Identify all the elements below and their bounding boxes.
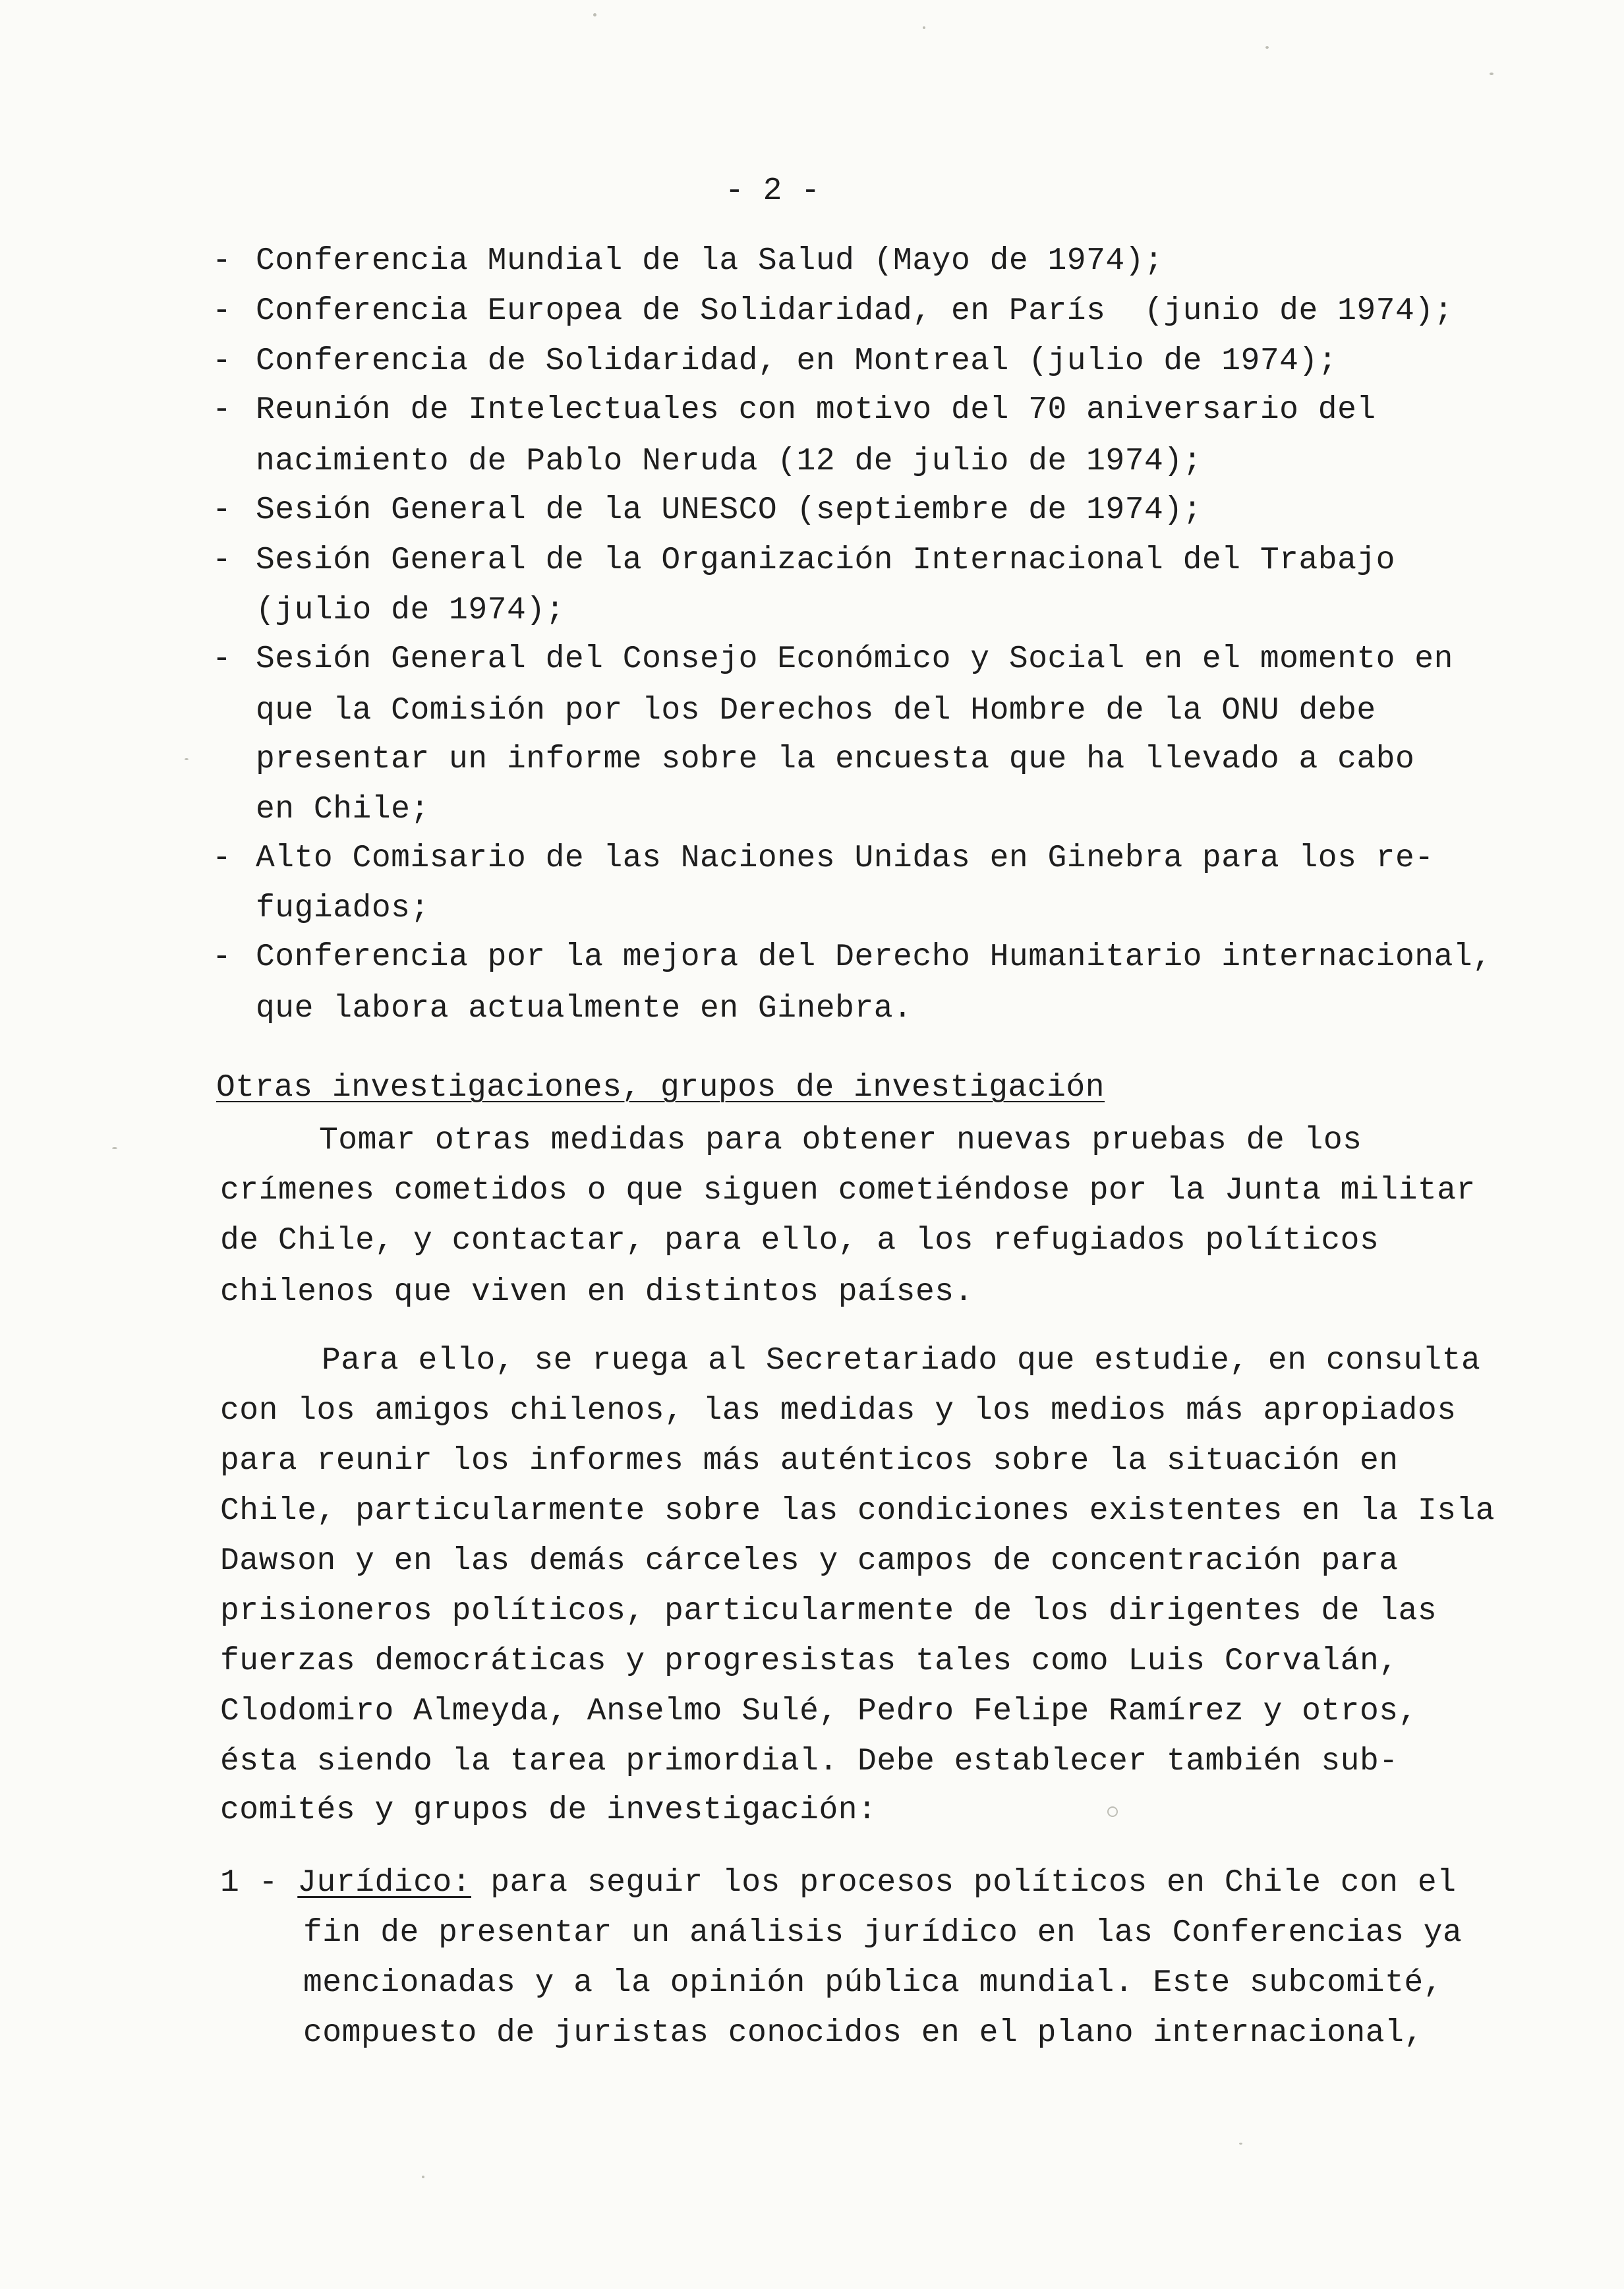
paragraph-line: compuesto de juristas conocidos en el plano internacional, bbox=[303, 2015, 1424, 2051]
bullet-line: Sesión General de la Organización Internacional del Trabajo bbox=[256, 543, 1395, 578]
bullet-line: Reunión de Intelectuales con motivo del 70 aniversario del bbox=[256, 392, 1376, 428]
speck bbox=[1265, 46, 1269, 49]
bullet-dash: - bbox=[212, 543, 231, 578]
paragraph-line: Tomar otras medidas para obtener nuevas pruebas de los bbox=[319, 1123, 1362, 1158]
bullet-dash: - bbox=[212, 243, 231, 279]
speck bbox=[1107, 1806, 1118, 1817]
bullet-dash: - bbox=[212, 293, 231, 329]
page-number: - 2 - bbox=[725, 173, 821, 209]
speck bbox=[1490, 73, 1494, 75]
bullet-line: nacimiento de Pablo Neruda (12 de julio de 1974); bbox=[256, 444, 1202, 479]
speck bbox=[593, 13, 596, 16]
bullet-dash: - bbox=[212, 392, 231, 428]
paragraph-line: crímenes cometidos o que siguen cometiéndose por la Junta militar bbox=[220, 1173, 1476, 1208]
paragraph-line: de Chile, y contactar, para ello, a los refugiados políticos bbox=[220, 1223, 1379, 1259]
paragraph-line: Dawson y en las demás cárceles y campos de concentración para bbox=[220, 1543, 1399, 1579]
paragraph-line: chilenos que viven en distintos países. bbox=[220, 1274, 973, 1310]
bullet-line: que labora actualmente en Ginebra. bbox=[256, 991, 913, 1026]
item-text: para seguir los procesos políticos en Chile con el bbox=[471, 1865, 1457, 1901]
paragraph-line: fin de presentar un análisis jurídico en las Conferencias ya bbox=[303, 1915, 1463, 1951]
bullet-line: Conferencia de Solidaridad, en Montreal (julio de 1974); bbox=[256, 343, 1338, 379]
speck bbox=[1239, 2143, 1242, 2145]
bullet-line: presentar un informe sobre la encuesta que ha llevado a cabo bbox=[256, 742, 1415, 777]
paragraph-line: ésta siendo la tarea primordial. Debe establecer también sub- bbox=[220, 1744, 1399, 1779]
bullet-dash: - bbox=[212, 343, 231, 379]
speck bbox=[422, 2176, 424, 2178]
paragraph-line: Para ello, se ruega al Secretariado que estudie, en consulta bbox=[322, 1343, 1481, 1379]
speck bbox=[112, 1147, 117, 1149]
bullet-line: Conferencia Europea de Solidaridad, en París (junio de 1974); bbox=[256, 293, 1453, 329]
bullet-line: (julio de 1974); bbox=[256, 593, 565, 628]
paragraph-line: Chile, particularmente sobre las condiciones existentes en la Isla bbox=[220, 1493, 1495, 1529]
item-term: Jurídico: bbox=[297, 1865, 471, 1901]
item-number: 1 - bbox=[220, 1865, 278, 1901]
bullet-dash: - bbox=[212, 641, 231, 677]
bullet-dash: - bbox=[212, 841, 231, 876]
bullet-line: Conferencia por la mejora del Derecho Humanitario internacional, bbox=[256, 939, 1492, 975]
bullet-line: Sesión General del Consejo Económico y Social en el momento en bbox=[256, 641, 1453, 677]
speck bbox=[185, 758, 188, 760]
bullet-line: Alto Comisario de las Naciones Unidas en Ginebra para los re- bbox=[256, 841, 1434, 876]
paragraph-line: prisioneros políticos, particularmente de los dirigentes de las bbox=[220, 1593, 1437, 1629]
paragraph-line: Clodomiro Almeyda, Anselmo Sulé, Pedro Felipe Ramírez y otros, bbox=[220, 1694, 1418, 1729]
paragraph-line: para reunir los informes más auténticos sobre la situación en bbox=[220, 1443, 1399, 1479]
bullet-line: fugiados; bbox=[256, 891, 430, 926]
paragraph-line: comités y grupos de investigación: bbox=[220, 1793, 877, 1828]
bullet-dash: - bbox=[212, 492, 231, 528]
numbered-item-first-line bbox=[220, 1864, 1457, 1901]
bullet-line: Conferencia Mundial de la Salud (Mayo de 1974); bbox=[256, 243, 1164, 279]
paragraph-line: fuerzas democráticas y progresistas tales como Luis Corvalán, bbox=[220, 1644, 1399, 1679]
bullet-line: Sesión General de la UNESCO (septiembre de 1974); bbox=[256, 492, 1202, 528]
bullet-dash: - bbox=[212, 939, 231, 975]
section-heading: Otras investigaciones, grupos de investigación bbox=[216, 1070, 1105, 1106]
bullet-line: en Chile; bbox=[256, 792, 430, 827]
paragraph-line: mencionadas y a la opinión pública mundial. Este subcomité, bbox=[303, 1965, 1443, 2001]
paragraph-line: con los amigos chilenos, las medidas y los medios más apropiados bbox=[220, 1393, 1457, 1429]
speck bbox=[923, 26, 925, 29]
bullet-line: que la Comisión por los Derechos del Hombre de la ONU debe bbox=[256, 693, 1376, 728]
